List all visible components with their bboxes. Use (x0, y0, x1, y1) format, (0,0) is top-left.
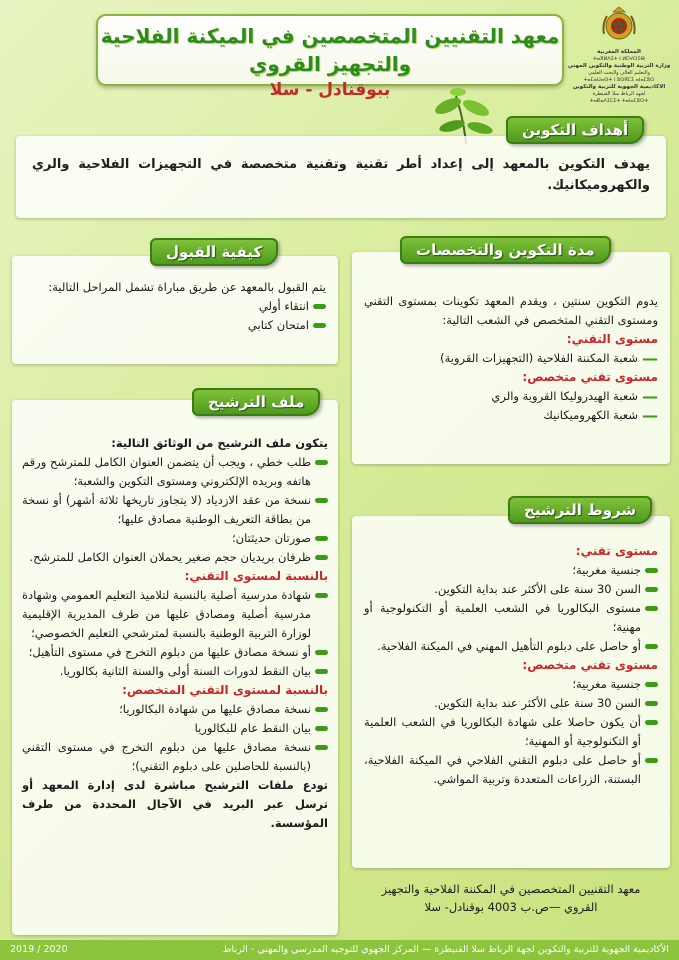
conditions-heading: شروط الترشيح (508, 496, 652, 524)
duration-heading: مدة التكوين والتخصصات (400, 236, 611, 264)
list-item: — شعبة الهيدروليكا القروية والري (491, 387, 658, 406)
bullet-icon (315, 555, 328, 560)
bullet-icon (315, 726, 328, 731)
list-item: أن يكون حاصلا على شهادة البكالوريا في الشعب العلمية أو التكنولوجية أو المهنية؛ (364, 713, 658, 751)
address-line: القروي —ص.ب 4003 بوقنادل- سلا (424, 900, 598, 914)
list-item: انتقاء أولي (24, 297, 326, 316)
list-item: — شعبة المكننة الفلاحية (التجهيزات القروية) (440, 349, 658, 368)
list-item: أو نسخة مصادق عليها من دبلوم التخرج في مستوى التأهيل؛ (22, 643, 328, 662)
crest-line: ⵜⴰⴳⵍⴷⵉⵜ ⵏ ⵍⵎⵖⵔⵉⴱ (593, 56, 645, 62)
moroccan-coat-of-arms-icon (599, 4, 639, 44)
application-file-heading: ملف الترشيح (192, 388, 320, 416)
file-intro: يتكون ملف الترشيح من الوثائق التالية: (111, 436, 328, 450)
list-item: جنسية مغربية؛ (364, 675, 658, 694)
conditions-tech-label: مستوى تقني: (575, 544, 658, 558)
address-line: معهد التقنيين المتخصصين في المكننة الفلاحية والتجهيز (381, 882, 641, 896)
admission-heading: كيفية القبول (150, 238, 278, 266)
bullet-icon (315, 536, 328, 541)
duration-intro: يدوم التكوين سنتين ، ويقدم المعهد تكوينات بمستوى التقني ومستوى التقني المتخصص في الشعب التالية: (364, 294, 658, 327)
crest-line: والتعليم العالي والبحث العلمي (587, 70, 651, 76)
bullet-icon (645, 587, 658, 592)
conditions-panel (352, 516, 670, 868)
bullet-icon (645, 720, 658, 725)
list-item: — شعبة الكهروميكانيك (543, 406, 658, 425)
list-item: أو حاصل على دبلوم التأهيل المهني في الميكنة الفلاحية. (364, 637, 658, 656)
footer-bar (0, 940, 679, 960)
list-item: نسخة مصادق عليها من دبلوم التخرج في مستوى التقني (بالنسبة للحاصلين على دبلوم التقني)؛ (22, 738, 328, 776)
bullet-icon (315, 460, 328, 465)
bullet-icon (315, 593, 328, 598)
admission-panel (12, 256, 338, 364)
duration-tech-label: مستوى التقني: (566, 332, 658, 346)
bullet-icon (313, 323, 326, 328)
list-item: نسخة من عقد الازدياد (لا يتجاوز تاريخها ثلاثة أشهر) أو نسخة من بطاقة التعريف الوطنية مصادق عليها؛ (22, 491, 328, 529)
bullet-icon (645, 758, 658, 763)
list-item: ظرفان بريديان حجم صغير يحملان العنوان الكامل للمترشح. (22, 548, 328, 567)
bullet-icon (645, 606, 658, 611)
bullet-icon (645, 644, 658, 649)
conditions-spec-label: مستوى تقني متخصص: (522, 658, 658, 672)
list-item: أو حاصل على دبلوم التقني الفلاحي في الميكنة الفلاحية، البستنة، الزراعات المتعددة وتربية المواشي. (364, 751, 658, 789)
crest-line: وزارة التربية الوطنية والتكوين المهني (567, 63, 671, 69)
footer-year: 2020 / 2019 (10, 944, 68, 955)
list-item: مستوى البكالوريا في الشعب العلمية أو التكنولوجية أو مهنية؛ (364, 599, 658, 637)
duration-spec-label: مستوى تقني متخصص: (522, 370, 658, 384)
bullet-icon (645, 682, 658, 687)
bullet-icon (315, 669, 328, 674)
crest-line: المملكة المغربية (597, 49, 641, 55)
crest-line: الأكاديمية الجهوية للتربية والتكوين (572, 84, 666, 90)
goals-heading: أهداف التكوين (506, 116, 644, 144)
list-item: السن 30 سنة على الأكثر عند بداية التكوين. (364, 580, 658, 599)
institute-location: ببوقنادل - سلا (269, 80, 391, 100)
title-banner (96, 14, 564, 100)
institute-title: معهد التقنيين المتخصصين في الميكنة الفلاحية والتجهيز القروي (100, 24, 560, 76)
list-item: جنسية مغربية؛ (364, 561, 658, 580)
list-item: امتحان كتابي (24, 316, 326, 335)
crest-line: لجهة الرباط سلا القنيطرة (592, 91, 646, 97)
list-item: طلب خطي ، ويجب أن يتضمن العنوان الكامل للمترشح ورقم هاتفه وبريده الإلكتروني ومستوى التكوين والشعبة؛ (22, 453, 328, 491)
institute-address (352, 876, 670, 932)
dash-icon: — (642, 406, 658, 425)
list-item: السن 30 سنة على الأكثر عند بداية التكوين. (364, 694, 658, 713)
bullet-icon (313, 304, 326, 309)
goals-panel (16, 136, 666, 218)
crest-line: ⵜⴰⴽⴰⴷⵉⵎⵉⵜ ⵜⴰⵏⴰⵎⵓⵔⵜ (589, 98, 649, 104)
crest-line: ⵜⴰⵎⴰⵡⴰⵙⵜ ⵏ ⵓⵙⴳⵎⵉ ⴰⵏⴰⵎⵓⵔ (583, 77, 655, 83)
file-closing: تودع ملفات الترشيح مباشرة لدى إدارة المعهد أو ترسل عبر البريد في الآجال المحددة من طرف المؤسسة. (22, 778, 328, 830)
bullet-icon (315, 745, 328, 750)
list-item: بيان النقط عام للبكالوريا (22, 719, 328, 738)
application-file-panel (12, 400, 338, 935)
dash-icon: — (642, 349, 658, 368)
bullet-icon (645, 568, 658, 573)
list-item: بيان النقط لدورات السنة أولى والسنة الثانية بكالوريا. (22, 662, 328, 681)
duration-panel (352, 252, 670, 464)
bullet-icon (315, 650, 328, 655)
goals-text: يهدف التكوين بالمعهد إلى إعداد أطر تقنية وتقنية متخصصة في التجهيزات الفلاحية والري والكهروميكانيك. (32, 157, 650, 193)
ministry-crest (567, 4, 671, 116)
list-item: صورتان حديثتان؛ (22, 529, 328, 548)
footer-text: الأكاديمية الجهوية للتربية والتكوين لجهة الرباط سلا القنيطرة — المركز الجهوي للتوجيه المدرسي والمهني - الرباط (222, 944, 669, 955)
bullet-icon (645, 701, 658, 706)
list-item: نسخة مصادق عليها من شهادة البكالوريا؛ (22, 700, 328, 719)
bullet-icon (315, 498, 328, 503)
dash-icon: — (642, 387, 658, 406)
file-spec-label: بالنسبة لمستوى التقني المتخصص: (122, 683, 328, 697)
file-tech-label: بالنسبة لمستوى التقني: (184, 569, 328, 583)
list-item: شهادة مدرسية أصلية بالنسبة لتلاميذ التعليم العمومي وشهادة مدرسية أصلية ومصادق عليها من طرف المديرية الإقليمية لوزارة التربية الوطنية بالنسبة لمترشحي التعليم الخصوصي؛ (22, 586, 328, 643)
bullet-icon (315, 707, 328, 712)
admission-intro: يتم القبول بالمعهد عن طريق مباراة تشمل المراحل التالية: (48, 280, 326, 294)
